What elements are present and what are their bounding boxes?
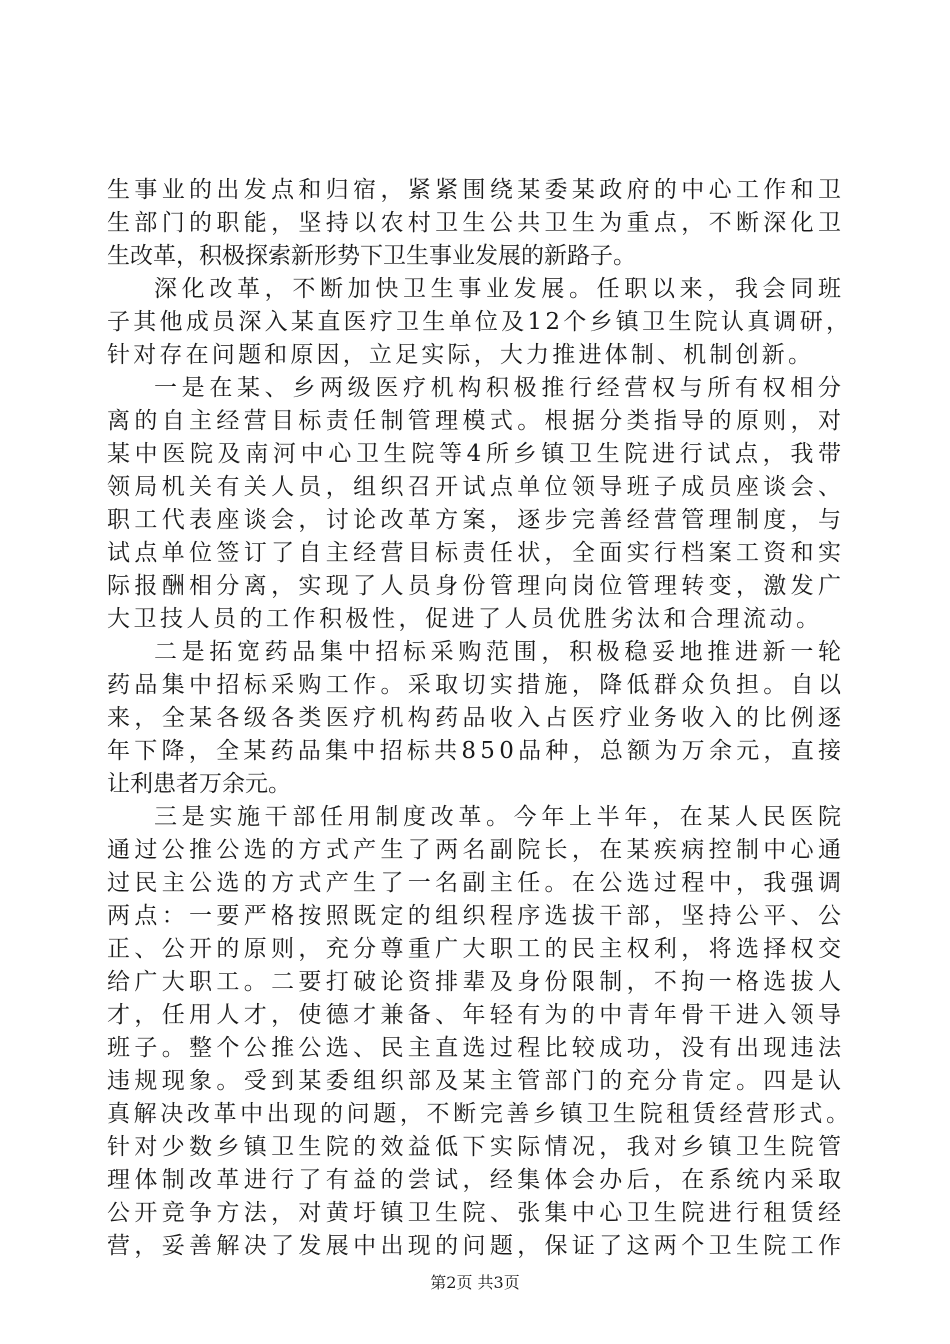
- text-line: 药品集中招标采购工作。采取切实措施，降低群众负担。自以: [107, 672, 846, 698]
- text-line: 公开竞争方法，对黄圩镇卫生院、张集中心卫生院进行租赁经: [107, 1200, 846, 1226]
- text-line: 营，妥善解决了发展中出现的问题，保证了这两个卫生院工作: [107, 1233, 846, 1259]
- text-line: 子其他成员深入某直医疗卫生单位及12个乡镇卫生院认真调研，: [107, 309, 853, 335]
- text-line: 正、公开的原则，充分尊重广大职工的民主权利，将选择权交: [107, 936, 846, 962]
- text-line: 给广大职工。二要打破论资排辈及身份限制，不拘一格选拔人: [107, 969, 846, 995]
- text-line: 试点单位签订了自主经营目标责任状，全面实行档案工资和实: [107, 540, 846, 566]
- text-line: 一是在某、乡两级医疗机构积极推行经营权与所有权相分: [154, 375, 846, 401]
- text-line: 才，任用人才，使德才兼备、年轻有为的中青年骨干进入领导: [107, 1002, 846, 1028]
- text-line: 生事业的出发点和归宿，紧紧围绕某委某政府的中心工作和卫: [107, 177, 846, 203]
- text-line: 两点：一要严格按照既定的组织程序选拔干部，坚持公平、公: [107, 903, 846, 929]
- text-line: 职工代表座谈会，讨论改革方案，逐步完善经营管理制度，与: [107, 507, 846, 533]
- text-line: 生改革，积极探索新形势下卫生事业发展的新路子。: [107, 243, 636, 269]
- text-line: 让利患者万余元。: [107, 771, 291, 797]
- text-line: 理体制改革进行了有益的尝试，经集体会办后，在系统内采取: [107, 1167, 846, 1193]
- text-line: 某中医院及南河中心卫生院等4所乡镇卫生院进行试点，我带: [107, 441, 846, 467]
- text-line: 班子。整个公推公选、民主直选过程比较成功，没有出现违法: [107, 1035, 846, 1061]
- text-line: 通过公推公选的方式产生了两名副院长，在某疾病控制中心通: [107, 837, 846, 863]
- text-line: 针对存在问题和原因，立足实际，大力推进体制、机制创新。: [107, 342, 815, 368]
- text-line: 过民主公选的方式产生了一名副主任。在公选过程中，我强调: [107, 870, 846, 896]
- text-line: 际报酬相分离，实现了人员身份管理向岗位管理转变，激发广: [107, 573, 846, 599]
- text-line: 违规现象。受到某委组织部及某主管部门的充分肯定。四是认: [107, 1068, 846, 1094]
- text-line: 针对少数乡镇卫生院的效益低下实际情况，我对乡镇卫生院管: [107, 1134, 846, 1160]
- text-line: 来，全某各级各类医疗机构药品收入占医疗业务收入的比例逐: [107, 705, 846, 731]
- text-line: 真解决改革中出现的问题，不断完善乡镇卫生院租赁经营形式。: [107, 1101, 853, 1127]
- text-line: 大卫技人员的工作积极性，促进了人员优胜劣汰和合理流动。: [107, 606, 823, 632]
- text-line: 年下降，全某药品集中招标共850品种，总额为万余元，直接: [107, 738, 846, 764]
- text-line: 三是实施干部任用制度改革。今年上半年，在某人民医院: [154, 804, 846, 830]
- text-line: 二是拓宽药品集中招标采购范围，积极稳妥地推进新一轮: [154, 639, 846, 665]
- text-line: 深化改革，不断加快卫生事业发展。任职以来，我会同班: [154, 276, 846, 302]
- text-line: 离的自主经营目标责任制管理模式。根据分类指导的原则，对: [107, 408, 846, 434]
- page-number-footer: 第2页 共3页: [430, 1273, 520, 1292]
- text-line: 领局机关有关人员，组织召开试点单位领导班子成员座谈会、: [107, 474, 846, 500]
- text-line: 生部门的职能，坚持以农村卫生公共卫生为重点，不断深化卫: [107, 210, 846, 236]
